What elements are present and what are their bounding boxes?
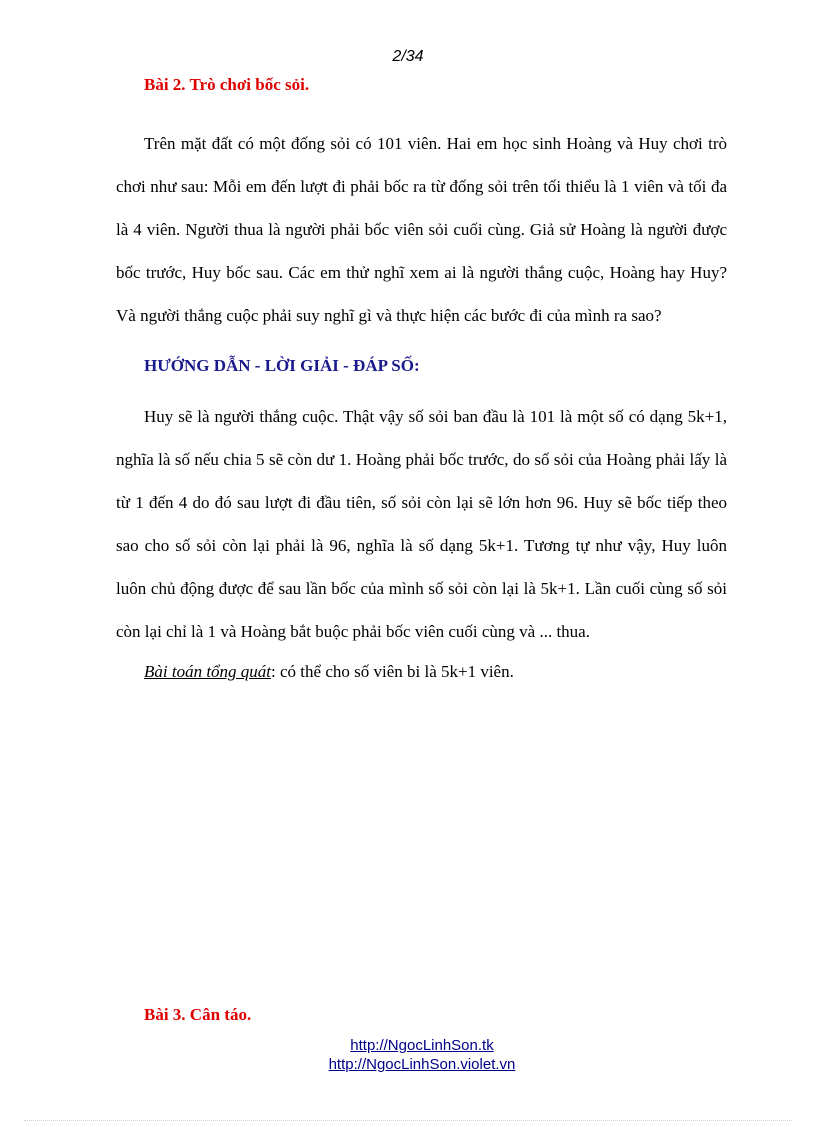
- page-number: 2/34: [392, 48, 424, 65]
- generalization-line: [116, 657, 727, 687]
- page-bottom-divider: [24, 1120, 792, 1121]
- generalization-label: Bài toán tổng quát: [144, 662, 272, 681]
- generalization-text: : có thể cho số viên bi là 5k+1 viên.: [271, 662, 514, 681]
- footer-link-violet[interactable]: http://NgocLinhSon.violet.vn: [328, 1056, 516, 1073]
- document-body: [116, 70, 727, 687]
- problem-3-title: Bài 3. Cân táo.: [144, 1005, 252, 1024]
- guide-heading: HƯỚNG DẪN - LỜI GIẢI - ĐÁP SỐ:: [144, 356, 420, 375]
- solution-paragraph: Huy sẽ là người thắng cuộc. Thật vậy số sỏi ban đầu là 101 là một số có dạng 5k+1, nghĩa là số nếu chia 5 sẽ còn dư 1. Hoàng phải bốc trước, do số sỏi của Hoàng phải lấy là từ 1 đến 4 do đó sau lượt đi đầu tiên, số sỏi còn lại sẽ lớn hơn 96. Huy sẽ bốc tiếp theo sao cho số sỏi còn lại phải là 96, nghĩa là số dạng 5k+1. Tương tự như vậy, Huy luôn luôn chủ động được để sau lần bốc của mình số sỏi còn lại là 5k+1. Lần cuối cùng số sỏi còn lại chỉ là 1 và Hoàng bắt buộc phải bốc viên cuối cùng và ... thua.: [116, 407, 727, 641]
- problem-2-title: Bài 2. Trò chơi bốc sỏi.: [144, 75, 310, 94]
- problem-2-statement: Trên mặt đất có một đống sỏi có 101 viên. Hai em học sinh Hoàng và Huy chơi trò chơi như sau: Mỗi em đến lượt đi phải bốc ra từ đống sỏi trên tối thiểu là 1 viên và tối đa là 4 viên. Người thua là người phải bốc viên sỏi cuối cùng. Giả sử Hoàng là người được bốc trước, Huy bốc sau. Các em thử nghĩ xem ai là người thắng cuộc, Hoàng hay Huy? Và người thắng cuộc phải suy nghĩ gì và thực hiện các bước đi của mình ra sao?: [116, 134, 727, 325]
- footer-link-tk[interactable]: http://NgocLinhSon.tk: [350, 1037, 494, 1054]
- footer-links: [0, 1036, 816, 1074]
